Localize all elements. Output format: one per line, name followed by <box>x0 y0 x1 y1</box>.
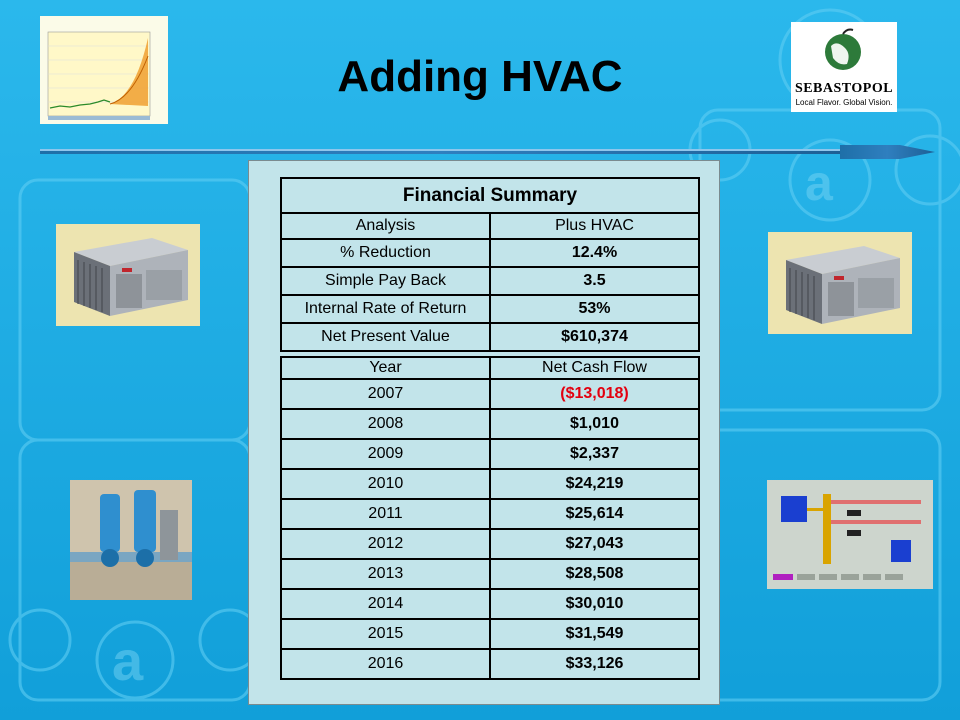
table-row <box>281 409 699 439</box>
table-row <box>281 559 699 589</box>
cashflow-year: 2015 <box>281 619 490 649</box>
cashflow-year: 2016 <box>281 649 490 679</box>
table-row <box>281 323 699 351</box>
cashflow-value: $1,010 <box>490 409 699 439</box>
cashflow-year: 2014 <box>281 589 490 619</box>
svg-text:a: a <box>112 629 144 692</box>
table-row <box>281 619 699 649</box>
cashflow-header-year: Year <box>281 357 490 379</box>
cash-flow-table <box>280 356 700 680</box>
logo-tagline: Local Flavor. Global Vision. <box>795 98 893 107</box>
summary-label: % Reduction <box>281 239 490 267</box>
cashflow-year: 2011 <box>281 499 490 529</box>
svg-text:a: a <box>805 155 833 211</box>
summary-header-analysis: Analysis <box>281 213 490 239</box>
table-row <box>281 469 699 499</box>
cashflow-value: $27,043 <box>490 529 699 559</box>
cashflow-year: 2010 <box>281 469 490 499</box>
cashflow-value: $31,549 <box>490 619 699 649</box>
table-row <box>281 379 699 409</box>
cashflow-year: 2007 <box>281 379 490 409</box>
summary-value: 12.4% <box>490 239 699 267</box>
summary-label: Simple Pay Back <box>281 267 490 295</box>
cashflow-year: 2012 <box>281 529 490 559</box>
cashflow-year: 2008 <box>281 409 490 439</box>
table-row <box>281 649 699 679</box>
table-row <box>281 529 699 559</box>
cashflow-year: 2009 <box>281 439 490 469</box>
table-row <box>281 499 699 529</box>
control-schematic-screenshot <box>767 480 933 589</box>
summary-value: $610,374 <box>490 323 699 351</box>
logo-wordmark: SEBASTOPOL <box>794 81 894 96</box>
financial-summary-table <box>280 177 700 352</box>
climate-chart-thumbnail <box>40 16 168 124</box>
hvac-unit-photo-left <box>56 224 200 326</box>
summary-header-plus-hvac: Plus HVAC <box>490 213 699 239</box>
table-row <box>281 239 699 267</box>
cashflow-value-negative: ($13,018) <box>490 379 699 409</box>
cashflow-value: $2,337 <box>490 439 699 469</box>
summary-label: Internal Rate of Return <box>281 295 490 323</box>
sebastopol-logo <box>791 22 897 112</box>
summary-value: 53% <box>490 295 699 323</box>
financial-summary-heading: Financial Summary <box>281 178 699 213</box>
cashflow-value: $25,614 <box>490 499 699 529</box>
hvac-unit-photo-right <box>768 232 912 334</box>
cashflow-value: $24,219 <box>490 469 699 499</box>
apple-globe-icon <box>791 22 897 76</box>
cashflow-value: $30,010 <box>490 589 699 619</box>
cashflow-value: $28,508 <box>490 559 699 589</box>
table-row <box>281 267 699 295</box>
summary-value: 3.5 <box>490 267 699 295</box>
cashflow-header-net-cash-flow: Net Cash Flow <box>490 357 699 379</box>
table-row <box>281 589 699 619</box>
summary-label: Net Present Value <box>281 323 490 351</box>
table-row <box>281 439 699 469</box>
cashflow-year: 2013 <box>281 559 490 589</box>
table-row <box>281 295 699 323</box>
slide-title: Adding HVAC <box>337 52 623 101</box>
pump-room-photo <box>70 480 192 600</box>
cashflow-value: $33,126 <box>490 649 699 679</box>
financial-panel <box>248 160 720 705</box>
